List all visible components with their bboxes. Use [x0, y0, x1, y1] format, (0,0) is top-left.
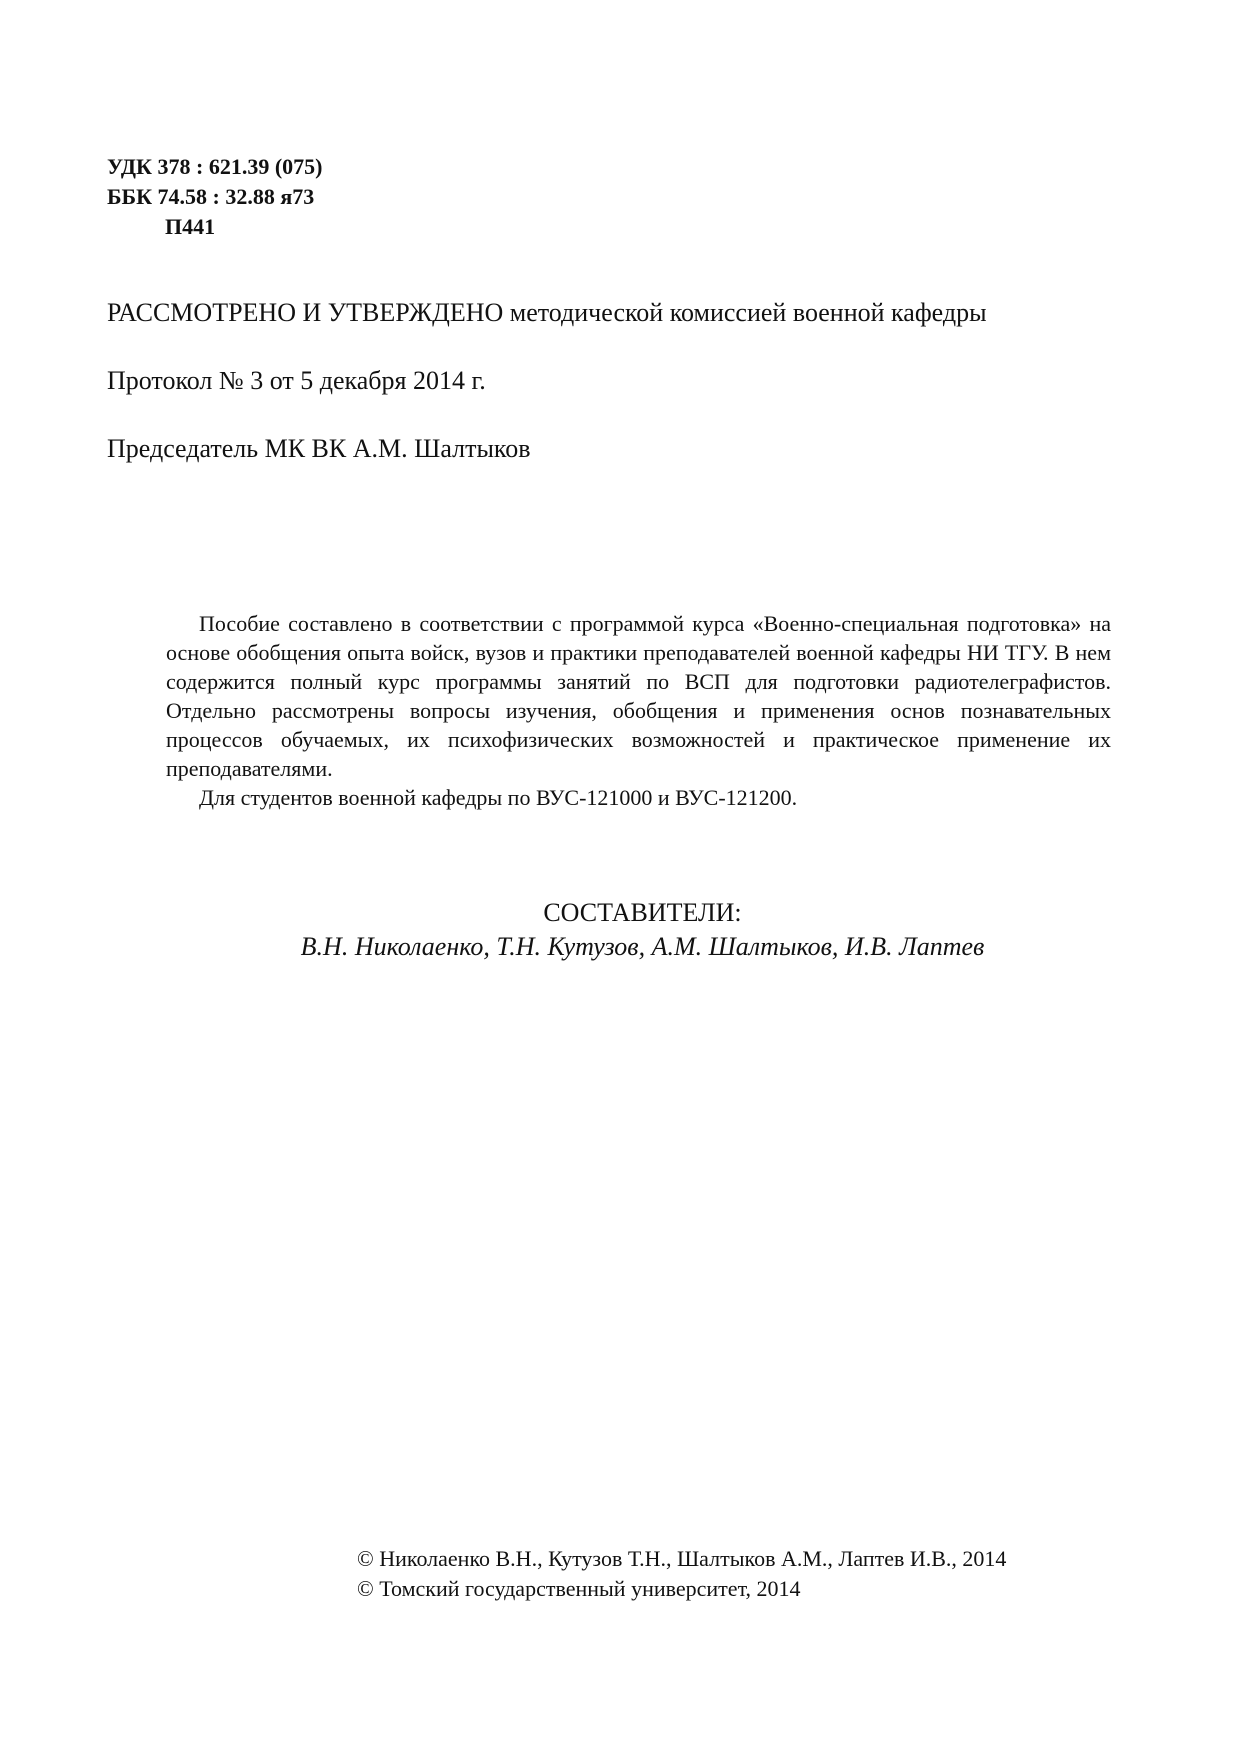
- compilers-names: В.Н. Николаенко, Т.Н. Кутузов, А.М. Шалтыков, И.В. Лаптев: [300, 932, 985, 961]
- author-mark-code: П441: [165, 214, 216, 239]
- copyright-block: [357, 1544, 1006, 1604]
- udk-code: УДК 378 : 621.39 (075): [107, 154, 323, 179]
- audience-paragraph: Для студентов военной кафедры по ВУС-121000 и ВУС-121200.: [199, 785, 798, 810]
- approval-statement: РАССМОТРЕНО И УТВЕРЖДЕНО методической комиссией военной кафедры: [107, 298, 987, 327]
- copyright-university: © Томский государственный университет, 2014: [357, 1576, 801, 1601]
- abstract: [166, 609, 1111, 812]
- chairman-line: Председатель МК ВК А.М. Шалтыков: [107, 434, 531, 463]
- abstract-paragraph: Пособие составлено в соответствии с программой курса «Военно-специальная подготовка» на основе обобщения опыта войск, вузов и практики преподавателей военной кафедры НИ ТГУ. В нем содержится полный курс программы занятий по ВСП для подготовки радиотелеграфистов. Отдельно рассмотрены вопросы изучения, обобщения и применения основ познавательных процессов обучаемых, их психофизических возможностей и практическое применение их преподавателями.: [166, 611, 1111, 781]
- classification-block: [107, 152, 323, 242]
- compilers-block: [0, 896, 1241, 964]
- copyright-authors: © Николаенко В.Н., Кутузов Т.Н., Шалтыков А.М., Лаптев И.В., 2014: [357, 1546, 1007, 1571]
- compilers-title: СОСТАВИТЕЛИ:: [543, 898, 742, 927]
- bbk-code: ББК 74.58 : 32.88 я73: [107, 184, 315, 209]
- protocol-line: Протокол № 3 от 5 декабря 2014 г.: [107, 366, 486, 395]
